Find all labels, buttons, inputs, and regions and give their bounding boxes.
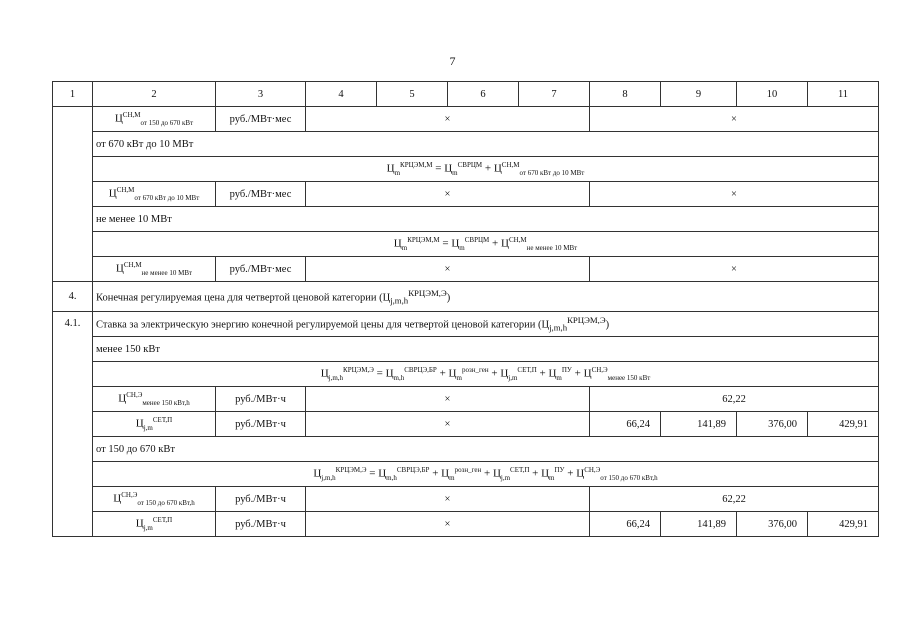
col-header: 6 — [448, 82, 519, 107]
unit-cell: руб./МВт·мес — [216, 182, 306, 207]
table-row — [53, 107, 879, 132]
cross-cell: × — [306, 182, 590, 207]
col-header: 10 — [737, 82, 808, 107]
cross-cell: × — [590, 107, 879, 132]
table-row — [53, 487, 879, 512]
value-cell: 429,91 — [808, 512, 879, 537]
formula: $Ц_m^{КРЦЭМ,М} = Ц_m^{СВРЦМ} + Ц^{СН,М}_{от 670 кВт до 10 МВт}$ — [93, 157, 879, 182]
unit-cell: руб./МВт·ч — [216, 387, 306, 412]
value-cell: 376,00 — [737, 412, 808, 437]
formula-row — [53, 362, 879, 387]
row-number: 4. — [53, 282, 93, 312]
col-header: 7 — [519, 82, 590, 107]
symbol-cell: $Ц_{j,m}^{СЕТ,П}$ — [93, 512, 216, 537]
tariff-table — [52, 81, 879, 537]
section-row — [53, 437, 879, 462]
symbol-cell: $Ц^{СН,М}_{от 670 кВт до 10 МВт}$ — [93, 182, 216, 207]
header-row — [53, 82, 879, 107]
formula: $Ц_m^{КРЦЭМ,М} = Ц_m^{СВРЦМ} + Ц^{СН,М}_{не менее 10 МВт}$ — [93, 232, 879, 257]
row-number: 4.1. — [53, 312, 93, 537]
col-header: 11 — [808, 82, 879, 107]
table-row — [53, 312, 879, 337]
symbol-cell: $Ц^{СН,Э}_{менее 150 кВт,h}$ — [93, 387, 216, 412]
cross-cell: × — [306, 107, 590, 132]
unit-cell: руб./МВт·мес — [216, 257, 306, 282]
col-header: 4 — [306, 82, 377, 107]
row-title: Ставка за электрическую энергию конечной регулируемой цены для четвертой ценовой категории $(Ц_{j,m,h}^{КРЦЭМ,Э})$ — [93, 312, 879, 337]
symbol-cell: $Ц^{СН,М}_{не менее 10 МВт}$ — [93, 257, 216, 282]
formula-row — [53, 462, 879, 487]
page-number: 7 — [449, 54, 456, 68]
value-cell: 66,24 — [590, 412, 661, 437]
value-cell: 429,91 — [808, 412, 879, 437]
section-label: от 670 кВт до 10 МВт — [93, 132, 879, 157]
cross-cell: × — [590, 182, 879, 207]
col-header: 9 — [661, 82, 737, 107]
cross-cell: × — [306, 257, 590, 282]
section-row — [53, 207, 879, 232]
value-cell: 141,89 — [661, 512, 737, 537]
cross-cell: × — [306, 512, 590, 537]
unit-cell: руб./МВт·ч — [216, 512, 306, 537]
cross-cell: × — [590, 257, 879, 282]
col-header: 8 — [590, 82, 661, 107]
unit-cell: руб./МВт·ч — [216, 487, 306, 512]
row-title: Конечная регулируемая цена для четвертой ценовой категории $(Ц_{j,m,h}^{КРЦЭМ,Э})$ — [93, 282, 879, 312]
table-row — [53, 182, 879, 207]
section-row — [53, 132, 879, 157]
section-label: менее 150 кВт — [93, 337, 879, 362]
unit-cell: руб./МВт·мес — [216, 107, 306, 132]
cross-cell: × — [306, 412, 590, 437]
formula-row — [53, 232, 879, 257]
col-header: 3 — [216, 82, 306, 107]
value-cell: 66,24 — [590, 512, 661, 537]
formula: $Ц_{j,m,h}^{КРЦЭМ,Э} = Ц_{m,h}^{СВРЦЭ,БР} + Ц_m^{розн\_ген} + Ц_{j,m}^{СЕТ,П} + Ц_m^{ПУ} + Ц^{СН,Э}_{менее 150 кВт}$ — [93, 362, 879, 387]
table-row — [53, 387, 879, 412]
section-row — [53, 337, 879, 362]
cross-cell: × — [306, 487, 590, 512]
blank-number-cell — [53, 107, 93, 282]
col-header: 1 — [53, 82, 93, 107]
symbol-cell: $Ц^{СН,М}_{от 150 до 670 кВт}$ — [93, 107, 216, 132]
symbol-cell: $Ц^{СН,Э}_{от 150 до 670 кВт,h}$ — [93, 487, 216, 512]
value-cell: 141,89 — [661, 412, 737, 437]
col-header: 2 — [93, 82, 216, 107]
section-label: не менее 10 МВт — [93, 207, 879, 232]
section-label: от 150 до 670 кВт — [93, 437, 879, 462]
value-cell: 62,22 — [590, 387, 879, 412]
formula-row — [53, 157, 879, 182]
table-row — [53, 412, 879, 437]
value-cell: 376,00 — [737, 512, 808, 537]
table-row — [53, 257, 879, 282]
col-header: 5 — [377, 82, 448, 107]
unit-cell: руб./МВт·ч — [216, 412, 306, 437]
symbol-cell: $Ц_{j,m}^{СЕТ,П}$ — [93, 412, 216, 437]
table-row — [53, 512, 879, 537]
table-row — [53, 282, 879, 312]
value-cell: 62,22 — [590, 487, 879, 512]
formula: $Ц_{j,m,h}^{КРЦЭМ,Э} = Ц_{m,h}^{СВРЦЭ,БР} + Ц_m^{розн\_ген} + Ц_{j,m}^{СЕТ,П} + Ц_m^{ПУ} + Ц^{СН,Э}_{от 150 до 670 кВт,h}$ — [93, 462, 879, 487]
cross-cell: × — [306, 387, 590, 412]
